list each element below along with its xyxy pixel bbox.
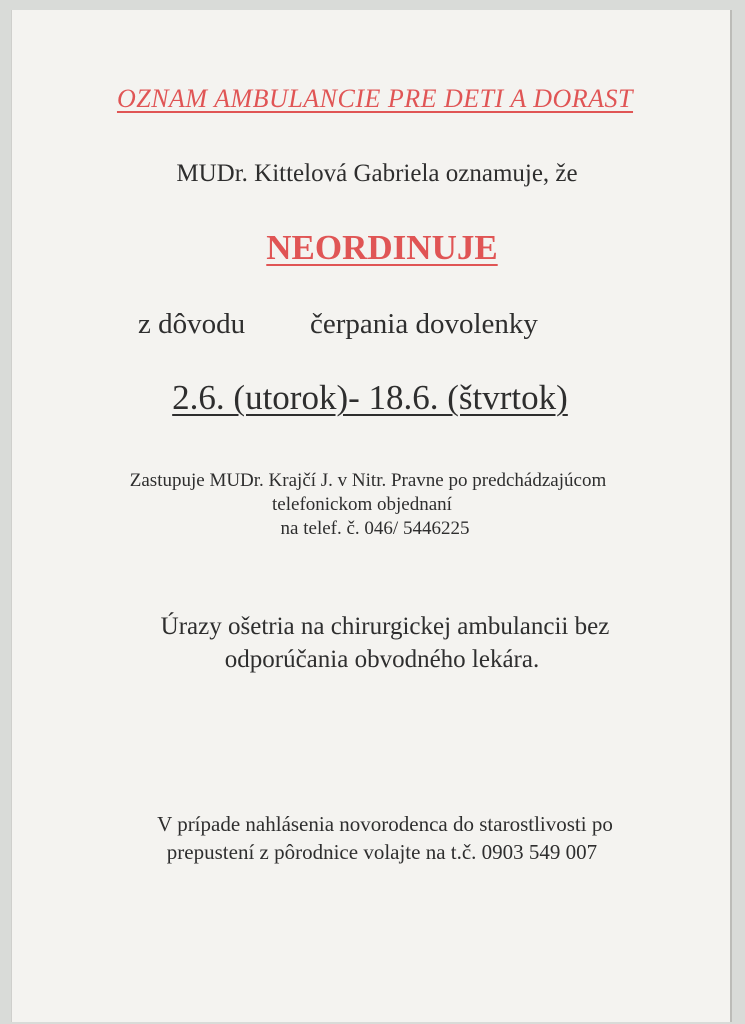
notice-sheet <box>12 10 730 1022</box>
dates-text: 2.6. (utorok)- 18.6. (štvrtok) <box>172 378 568 417</box>
notice-dates <box>12 378 728 418</box>
replacement-line-2: telefonickom objednaní <box>272 494 452 515</box>
replacement-line-1: Zastupuje MUDr. Krajčí J. v Nitr. Pravne po predchádzajúcom <box>129 470 607 491</box>
replacement-line-3: na telef. č. 046/ 5446225 <box>280 518 470 539</box>
notice-header: OZNAM AMBULANCIE PRE DETI A DORAST <box>116 84 634 113</box>
notice-intro: MUDr. Kittelová Gabriela oznamuje, že <box>176 160 578 187</box>
newborn-line-2: prepustení z pôrodnice volajte na t.č. 0903 549 007 <box>166 840 598 864</box>
injuries-line-2: odporúčania obvodného lekára. <box>224 646 540 673</box>
notice-headline: NEORDINUJE <box>266 228 498 267</box>
injuries-line-1: Úrazy ošetria na chirurgickej ambulancii bez <box>160 613 610 640</box>
reason-text: čerpania dovolenky <box>310 308 538 340</box>
notice-reason <box>138 308 598 341</box>
reason-prefix: z dôvodu <box>138 308 246 340</box>
newborn-line-1: V prípade nahlásenia novorodenca do starostlivosti po <box>157 812 613 836</box>
